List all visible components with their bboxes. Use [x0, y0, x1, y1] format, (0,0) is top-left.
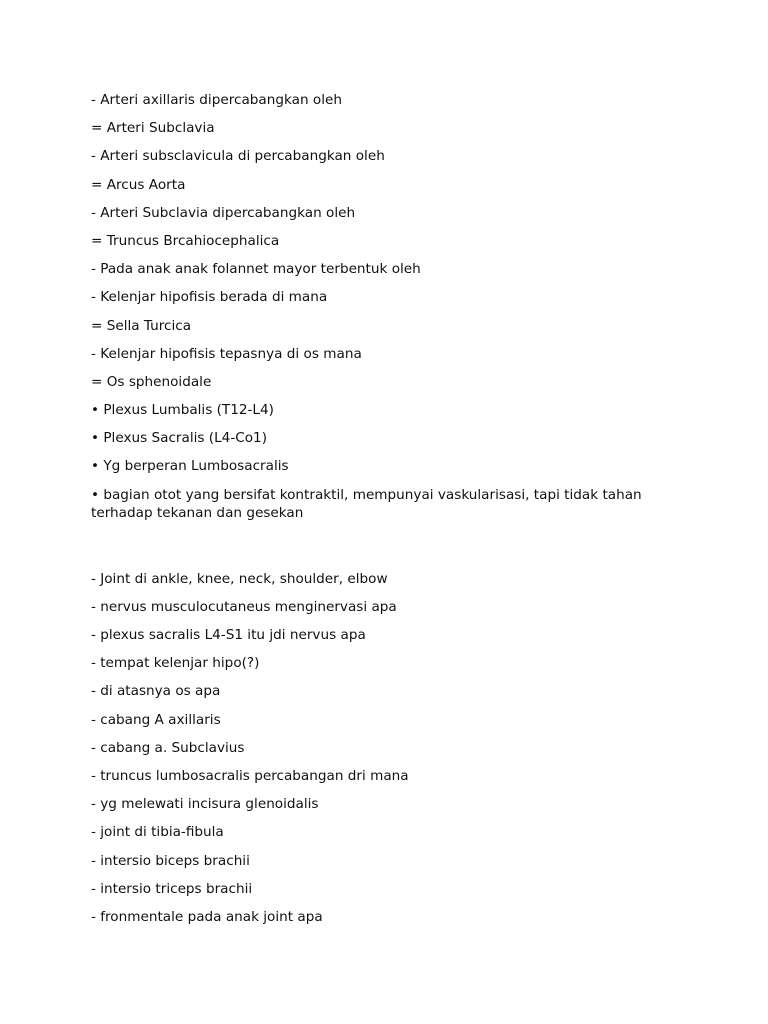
question-line: - yg melewati incisura glenoidalis — [91, 796, 319, 813]
text-line: = Sella Turcica — [91, 317, 192, 334]
text-line: = Os sphenoidale — [91, 373, 212, 390]
bullet-line: • Plexus Sacralis (L4-Co1) — [91, 430, 268, 447]
question-line: - di atasnya os apa — [91, 683, 221, 700]
question-line: - Joint di ankle, knee, neck, shoulder, elbow — [91, 570, 388, 587]
text-line: - Pada anak anak folannet mayor terbentuk oleh — [91, 261, 421, 278]
bullet-line: • bagian otot yang bersifat kontraktil, mempunyai vaskularisasi, tapi tidak tahan terhadap tekanan dan gesekan — [91, 486, 642, 521]
text-line: - Kelenjar hipofisis berada di mana — [91, 289, 328, 306]
text-line: - Kelenjar hipofisis tepasnya di os mana — [91, 345, 362, 362]
text-line: - Arteri axillaris dipercabangkan oleh — [91, 92, 342, 108]
question-line: - joint di tibia-fibula — [91, 824, 224, 841]
bullet-line: • Plexus Lumbalis (T12-L4) — [91, 402, 274, 419]
text-line: - Arteri Subclavia dipercabangkan oleh — [91, 204, 356, 221]
question-line: - tempat kelenjar hipo(?) — [91, 655, 260, 672]
question-line: - intersio biceps brachii — [91, 852, 250, 869]
section-gap — [91, 532, 671, 570]
question-line: - intersio triceps brachii — [91, 880, 253, 897]
text-line: = Arcus Aorta — [91, 176, 186, 193]
text-line: = Arteri Subclavia — [91, 120, 215, 137]
text-line: - Arteri subsclavicula di percabangkan oleh — [91, 148, 385, 165]
text-line: = Truncus Brcahiocephalica — [91, 232, 280, 249]
question-line: - fronmentale pada anak joint apa — [91, 908, 323, 925]
question-line: - plexus sacralis L4-S1 itu jdi nervus apa — [91, 627, 366, 643]
bullet-line: • Yg berperan Lumbosacralis — [91, 458, 289, 475]
document-content — [91, 91, 671, 936]
question-line: - nervus musculocutaneus menginervasi apa — [91, 598, 397, 615]
question-line: - cabang A axillaris — [91, 711, 221, 728]
question-line: - cabang a. Subclavius — [91, 739, 245, 756]
question-line: - truncus lumbosacralis percabangan dri mana — [91, 767, 409, 784]
